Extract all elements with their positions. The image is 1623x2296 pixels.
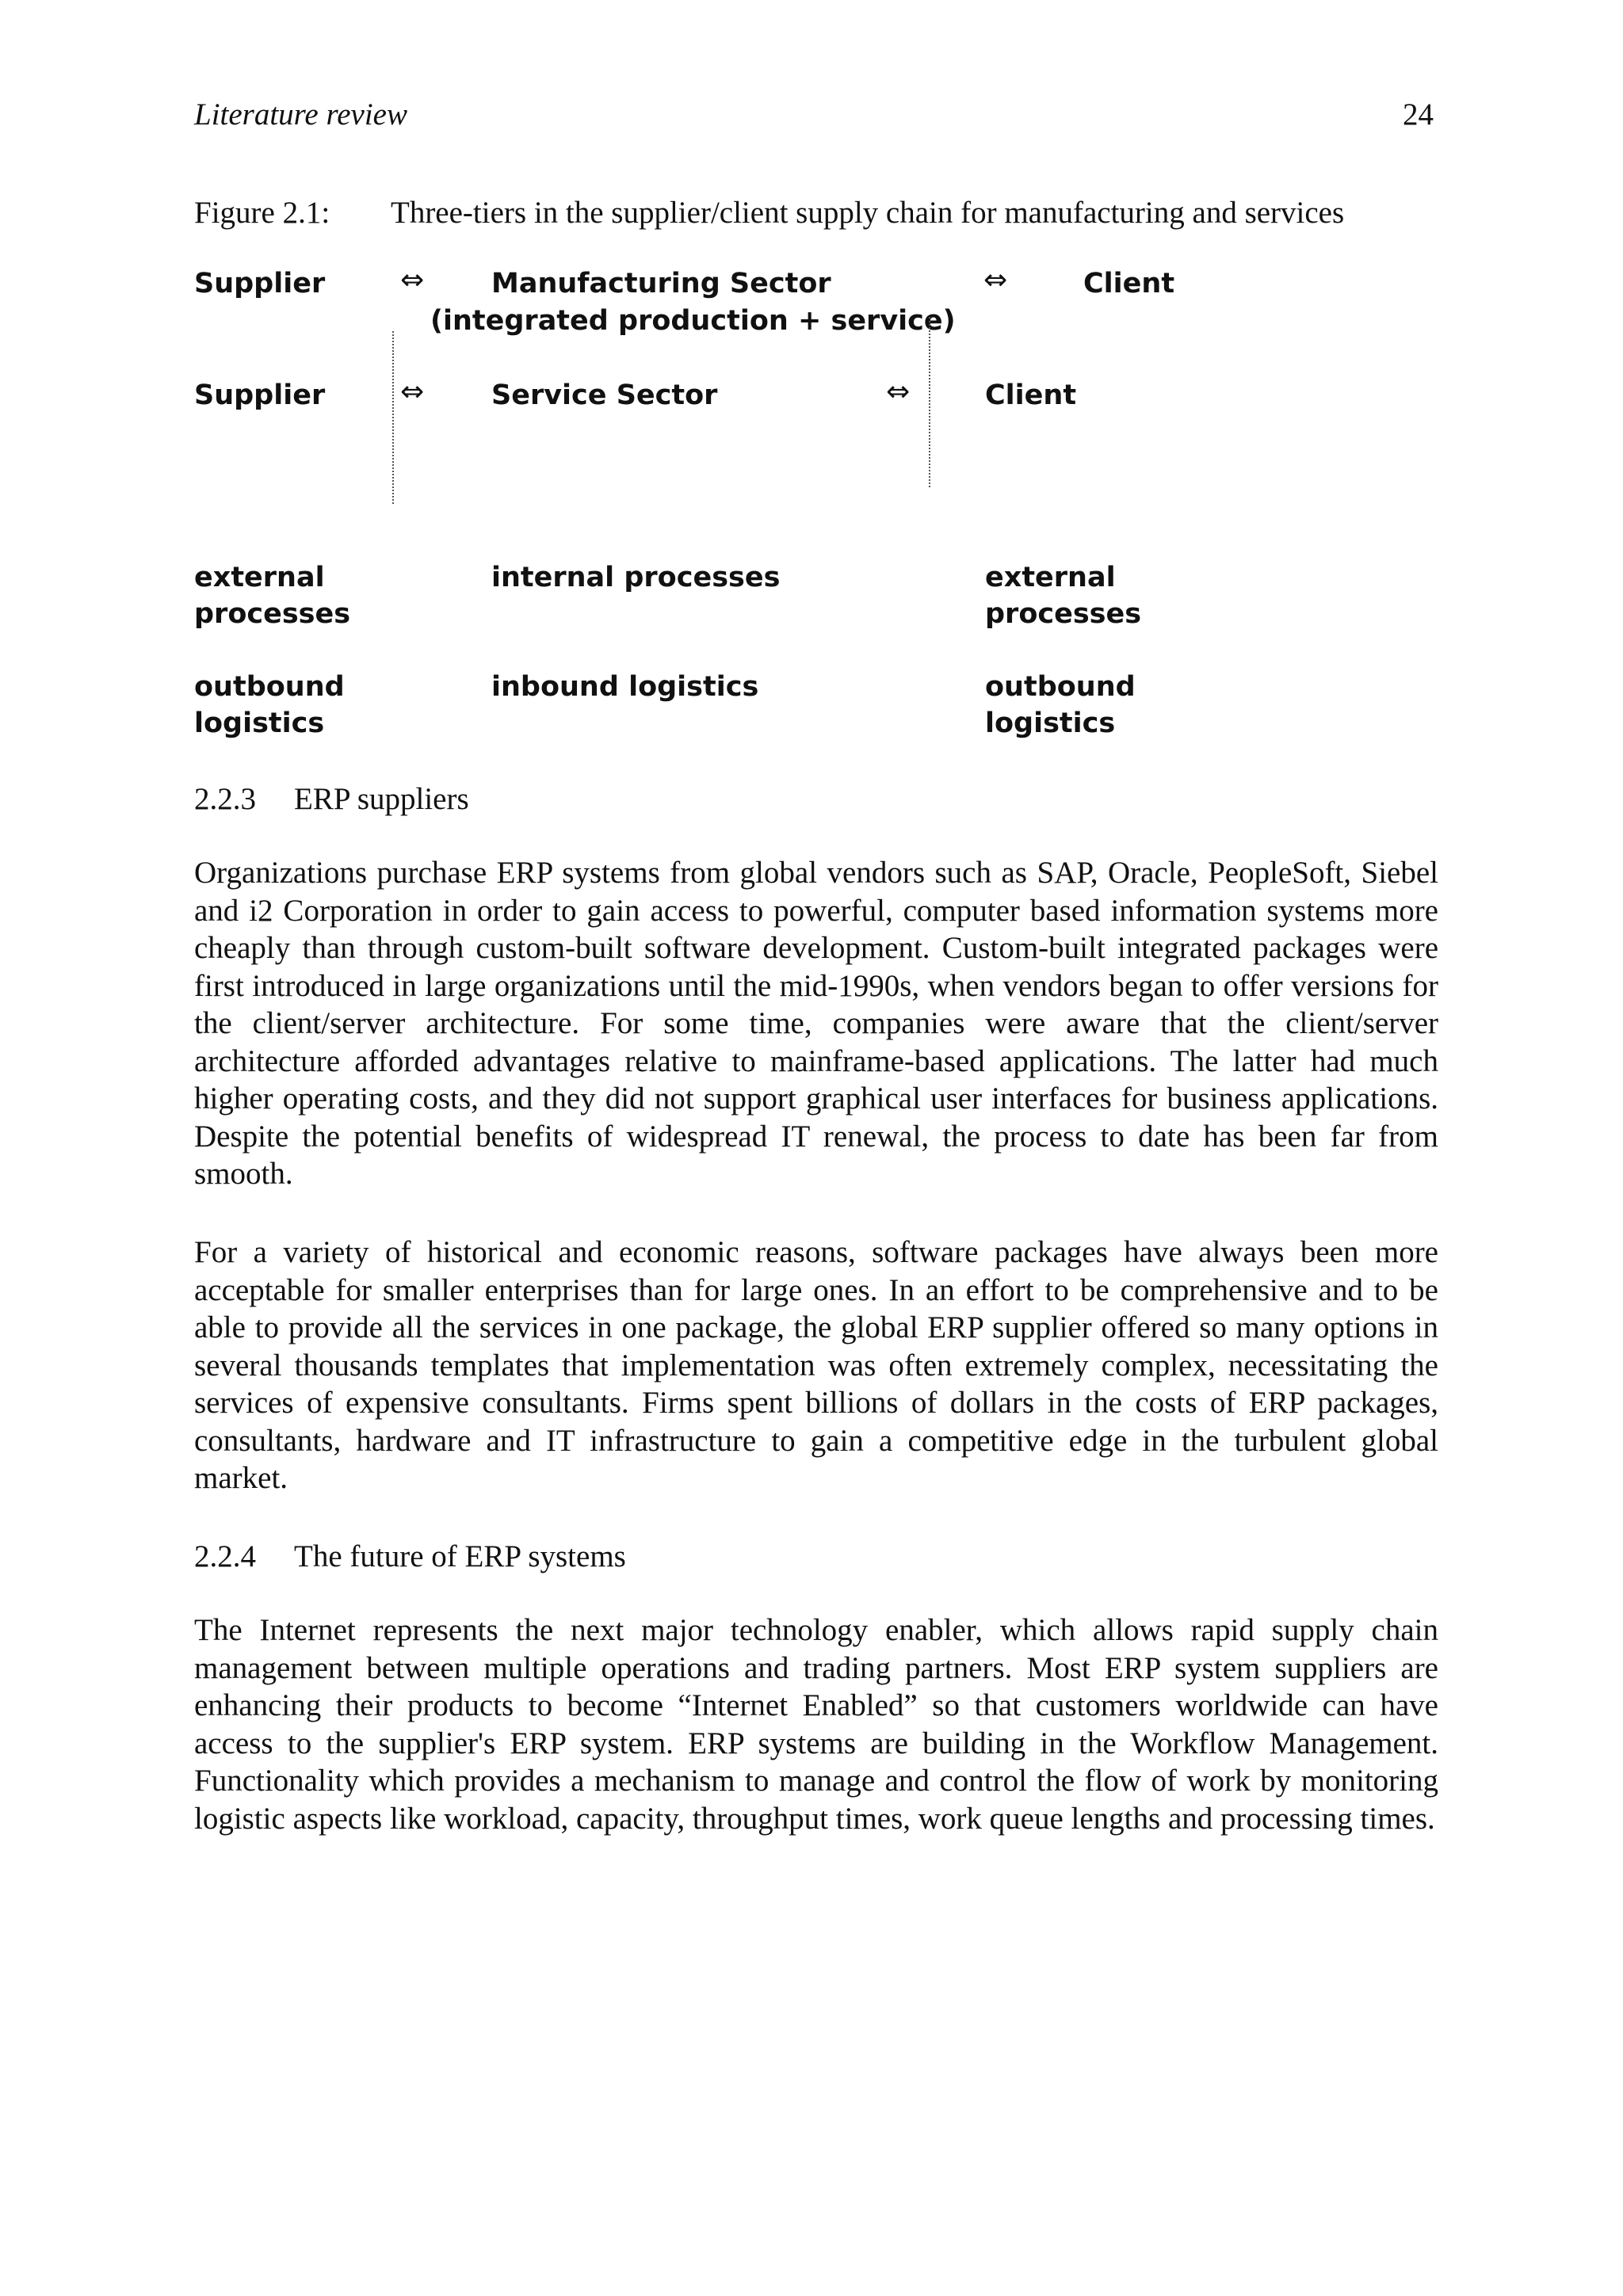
right-boundary-dotted-line xyxy=(929,317,930,487)
section-number: 2.2.3 xyxy=(194,782,256,816)
paragraph: Organizations purchase ERP systems from global vendors such as SAP, Oracle, PeopleSoft, Siebel and i2 Corporation in order to gain access to powerful, computer based information systems more cheaply than through custom-built software development. Custom-built integrated packages were first introduced in large organizations until the mid-1990s, when vendors began to offer versions for the client/server architecture. For some time, companies were aware that the client/server architecture afforded advantages relative to mainframe-based applications. The latter had much higher operating costs, and they did not support graphical user interfaces for business applications. Despite the potential benefits of widespread IT renewal, the process to date has been far from smooth. xyxy=(194,856,1438,1191)
section-title: The future of ERP systems xyxy=(294,1539,626,1573)
figure-label: Figure 2.1: xyxy=(194,196,330,230)
row1-supplier: Supplier xyxy=(194,268,326,299)
paragraph: For a variety of historical and economic reasons, software packages have always been more acceptable for smaller enterprises than for large ones. In an effort to be comprehensive and to be able to provide all the services in one package, the global ERP supplier offered so many options in several thousands templates that implementation was often extremely complex, necessitating the services of expensive consultants. Firms spent billions of dollars in the costs of ERP packages, consultants, hardware and IT infrastructure to gain a competitive edge in the turbulent global market. xyxy=(194,1235,1438,1495)
center-process-label: internal processes xyxy=(491,562,781,593)
row1-manufacturing-sector: Manufacturing Sector xyxy=(491,268,831,299)
row2-supplier: Supplier xyxy=(194,379,326,411)
page-number: 24 xyxy=(1403,97,1434,132)
left-process-line1: external xyxy=(194,562,325,593)
right-logistics-line1: outbound xyxy=(985,671,1136,703)
right-process-line1: external xyxy=(985,562,1116,593)
double-arrow-icon: ⇔ xyxy=(886,376,911,408)
running-title: Literature review xyxy=(194,97,407,132)
right-logistics-label xyxy=(985,669,1136,742)
section-title: ERP suppliers xyxy=(294,782,469,816)
right-process-label xyxy=(985,559,1141,632)
paragraph: The Internet represents the next major technology enabler, which allows rapid supply chain management between multiple operations and trading partners. Most ERP system suppliers are enhancing their products to become “Internet Enabled” so that customers worldwide can have access to the supplier's ERP system. ERP systems are building in the Workflow Management. Functionality which provides a mechanism to manage and control the flow of work by monitoring logistic aspects like workload, capacity, throughput times, work queue lengths and processing times. xyxy=(194,1613,1438,1836)
double-arrow-icon: ⇔ xyxy=(983,264,1008,296)
double-arrow-icon: ⇔ xyxy=(400,376,425,408)
row2-service-sector: Service Sector xyxy=(491,379,718,411)
left-logistics-label xyxy=(194,669,345,742)
left-process-line2: processes xyxy=(194,598,351,630)
row1-client: Client xyxy=(1083,268,1175,299)
left-boundary-dotted-line xyxy=(392,331,394,504)
section-number: 2.2.4 xyxy=(194,1539,256,1573)
center-logistics-label: inbound logistics xyxy=(491,671,759,703)
row1-manufacturing-subtitle: (integrated production + service) xyxy=(430,305,956,337)
figure-title: Three-tiers in the supplier/client supply chain for manufacturing and services xyxy=(391,196,1345,230)
left-process-label xyxy=(194,559,350,632)
left-logistics-line1: outbound xyxy=(194,671,345,703)
right-logistics-line2: logistics xyxy=(985,707,1116,739)
left-logistics-line2: logistics xyxy=(194,707,325,739)
double-arrow-icon: ⇔ xyxy=(400,264,425,296)
right-process-line2: processes xyxy=(985,598,1142,630)
row2-client: Client xyxy=(985,379,1077,411)
